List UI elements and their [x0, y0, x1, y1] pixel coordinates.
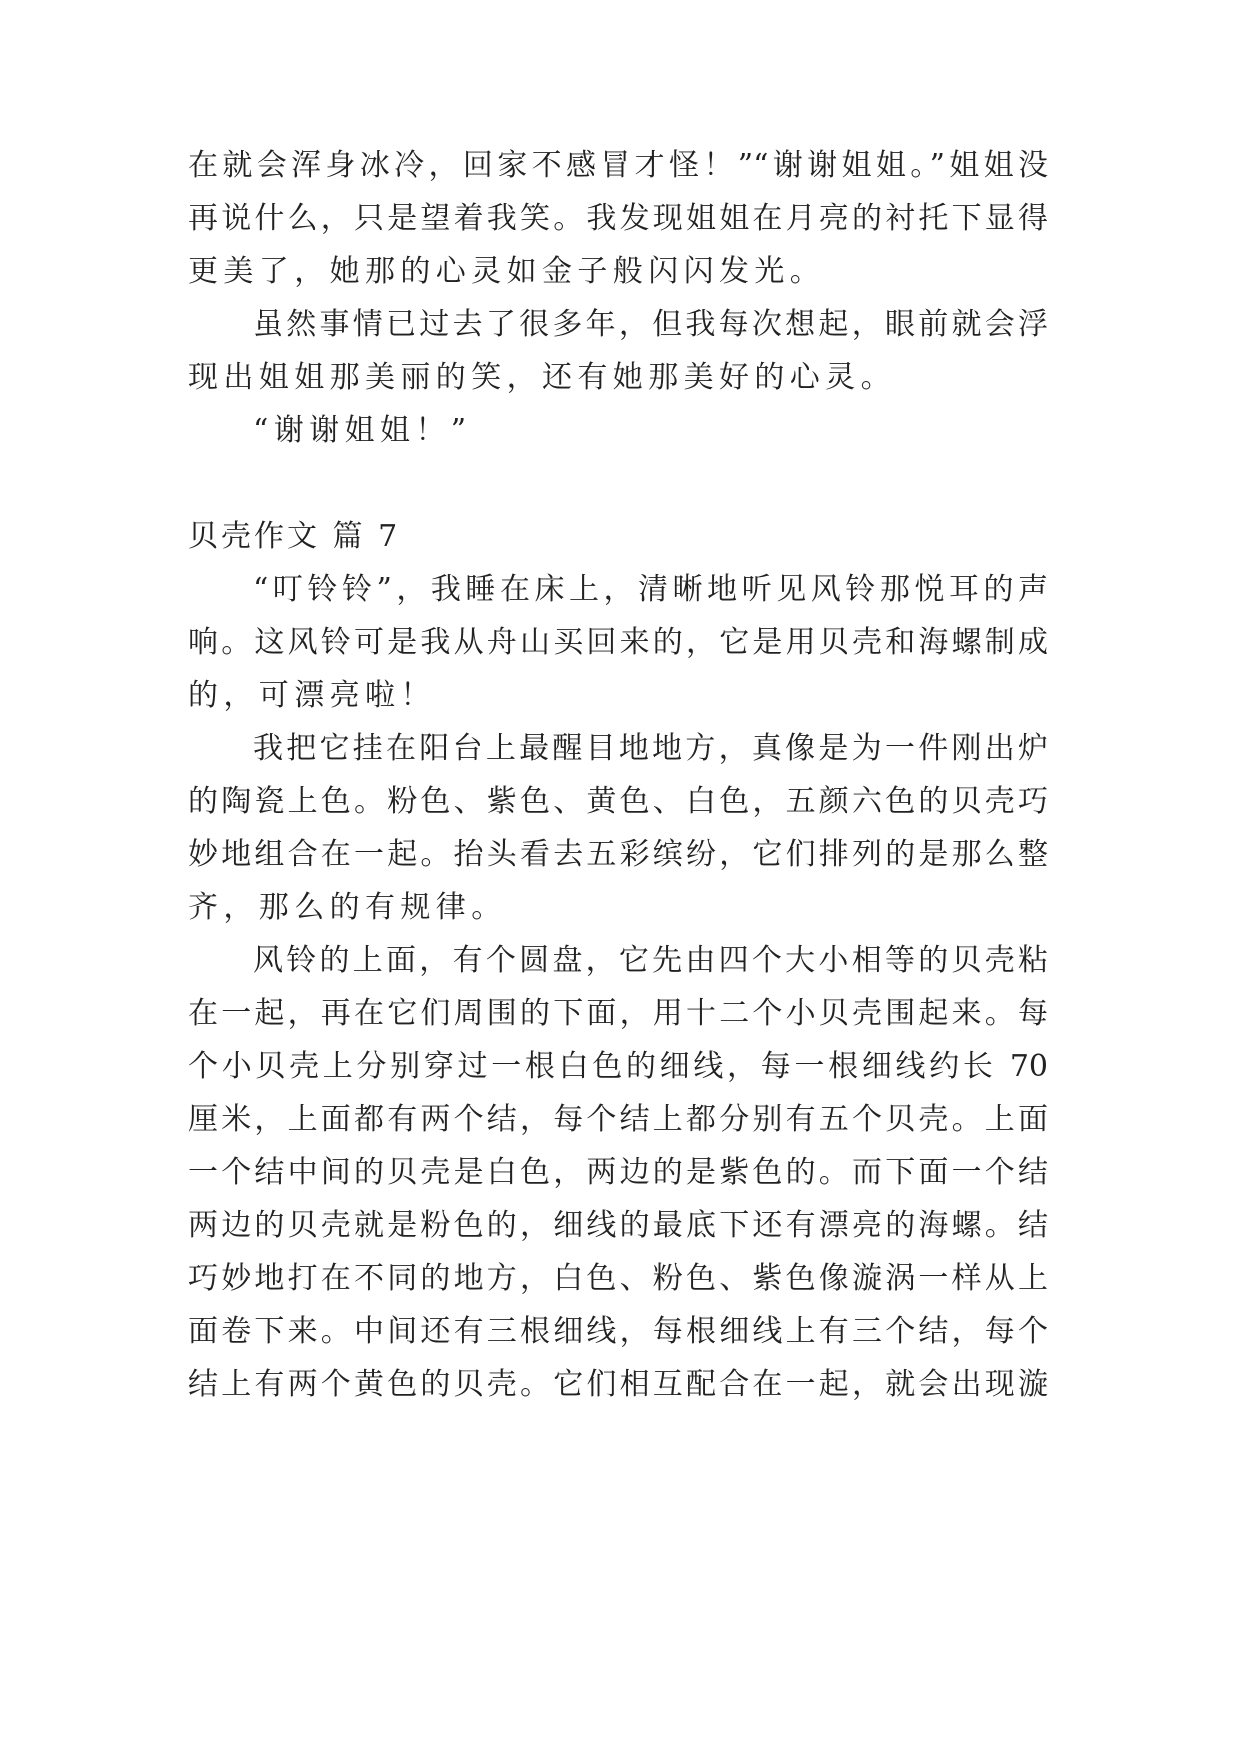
paragraph-line: 虽然事情已过去了很多年，但我每次想起，眼前就会浮: [253, 307, 1048, 342]
paragraph-line: “叮铃铃”，我睡在床上，清晰地听见风铃那悦耳的声: [253, 572, 1048, 607]
paragraph-line: 响。这风铃可是我从舟山买回来的，它是用贝壳和海螺制成: [188, 625, 1048, 660]
paragraph-line: 的，可漂亮啦！: [188, 678, 436, 713]
paragraph-line: 妙地组合在一起。抬头看去五彩缤纷，它们排列的是那么整: [188, 837, 1048, 872]
paragraph-line: 一个结中间的贝壳是白色，两边的是紫色的。而下面一个结: [188, 1155, 1048, 1190]
paragraph-line: “谢谢姐姐！”: [253, 413, 472, 448]
paragraph-line: 我把它挂在阳台上最醒目地地方，真像是为一件刚出炉: [253, 731, 1048, 766]
paragraph-line: 结上有两个黄色的贝壳。它们相互配合在一起，就会出现漩: [188, 1367, 1048, 1402]
paragraph-line: 更美了，她那的心灵如金子般闪闪发光。: [188, 254, 826, 289]
paragraph-line: 齐，那么的有规律。: [188, 890, 507, 925]
paragraph-line: 个小贝壳上分别穿过一根白色的细线，每一根细线约长 70: [188, 1049, 1048, 1084]
section-heading: 贝壳作文 篇 7: [188, 519, 401, 554]
paragraph-line: 巧妙地打在不同的地方，白色、粉色、紫色像漩涡一样从上: [188, 1261, 1048, 1296]
paragraph-line: 的陶瓷上色。粉色、紫色、黄色、白色，五颜六色的贝壳巧: [188, 784, 1048, 819]
paragraph-line: 再说什么，只是望着我笑。我发现姐姐在月亮的衬托下显得: [188, 201, 1048, 236]
paragraph-line: 现出姐姐那美丽的笑，还有她那美好的心灵。: [188, 360, 896, 395]
paragraph-line: 风铃的上面，有个圆盘，它先由四个大小相等的贝壳粘: [253, 943, 1048, 978]
paragraph-line: 厘米，上面都有两个结，每个结上都分别有五个贝壳。上面: [188, 1102, 1048, 1137]
paragraph-line: 在就会浑身冰冷，回家不感冒才怪！”“谢谢姐姐。”姐姐没: [188, 148, 1048, 183]
paragraph-line: 两边的贝壳就是粉色的，细线的最底下还有漂亮的海螺。结: [188, 1208, 1048, 1243]
paragraph-line: 在一起，再在它们周围的下面，用十二个小贝壳围起来。每: [188, 996, 1048, 1031]
paragraph-line: 面卷下来。中间还有三根细线，每根细线上有三个结，每个: [188, 1314, 1048, 1349]
